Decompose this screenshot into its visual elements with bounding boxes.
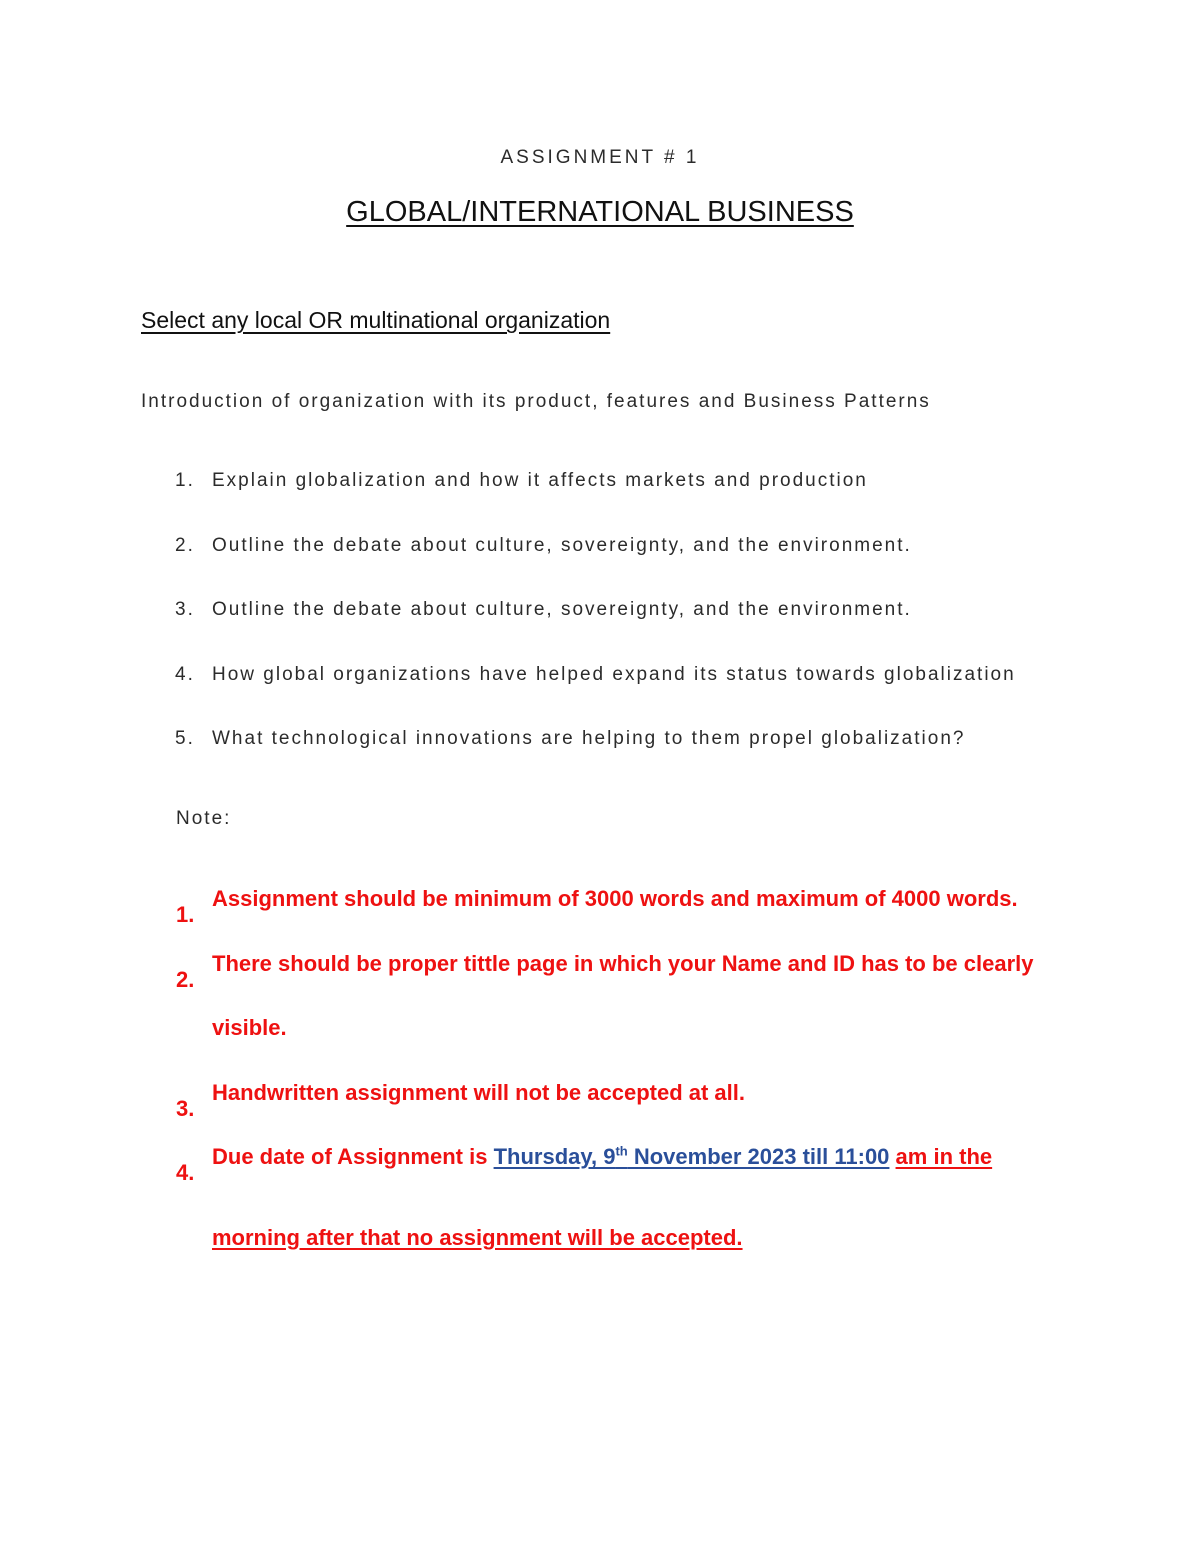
list-item [175, 599, 1135, 664]
list-item [175, 470, 1135, 535]
list-number: 1. [175, 470, 195, 491]
note-number: 4. [176, 1160, 195, 1185]
due-date-prefix: Due date of Assignment is [212, 1144, 488, 1169]
due-date-tail: am in the [895, 1144, 993, 1169]
note-number: 3. [176, 1095, 195, 1121]
note-text: Handwritten assignment will not be accepted at all. [212, 1079, 745, 1105]
question-list [175, 470, 1135, 793]
note-item [176, 1077, 1060, 1142]
list-item [175, 535, 1135, 600]
note-item [176, 1141, 1060, 1286]
due-date-suffix: th [615, 1143, 628, 1159]
note-item [176, 948, 1060, 1077]
list-item [175, 728, 1135, 793]
section-heading: Select any local OR multinational organization [141, 307, 611, 333]
note-text: Assignment should be minimum of 3000 words and maximum of 4000 words. [212, 886, 1018, 911]
due-date-rest: November 2023 till 11:00 [627, 1144, 890, 1169]
list-number: 5. [175, 728, 195, 749]
list-text: Outline the debate about culture, sovereignty, and the environment. [212, 599, 912, 620]
list-number: 4. [175, 663, 195, 685]
note-text-line-2: morning after that no assignment will be accepted. [212, 1224, 743, 1250]
list-text: What technological innovations are helping to them propel globalization? [212, 728, 966, 749]
note-text-line-2: visible. [212, 1015, 287, 1040]
intro-text: Introduction of organization with its product, features and Business Patterns [141, 391, 931, 412]
due-date-day: Thursday, 9 [493, 1144, 616, 1169]
due-date-line [212, 1141, 1060, 1206]
due-date-value [494, 1144, 890, 1169]
list-text: Outline the debate about culture, sovereignty, and the environment. [212, 534, 912, 556]
list-number: 2. [175, 534, 195, 556]
assignment-number: ASSIGNMENT # 1 [500, 147, 700, 168]
note-number: 1. [176, 902, 195, 927]
list-item [175, 664, 1135, 729]
note-number: 2. [176, 966, 195, 992]
note-label: Note: [176, 808, 232, 829]
document-title: GLOBAL/INTERNATIONAL BUSINESS [346, 196, 854, 228]
note-text-line-1: There should be proper tittle page in which your Name and ID has to be clearly [212, 950, 1034, 976]
note-list [176, 883, 1060, 1286]
list-number: 3. [175, 599, 195, 620]
list-text: How global organizations have helped expand its status towards globalization [212, 663, 1016, 685]
note-item [176, 883, 1060, 948]
list-text: Explain globalization and how it affects markets and production [212, 470, 868, 491]
